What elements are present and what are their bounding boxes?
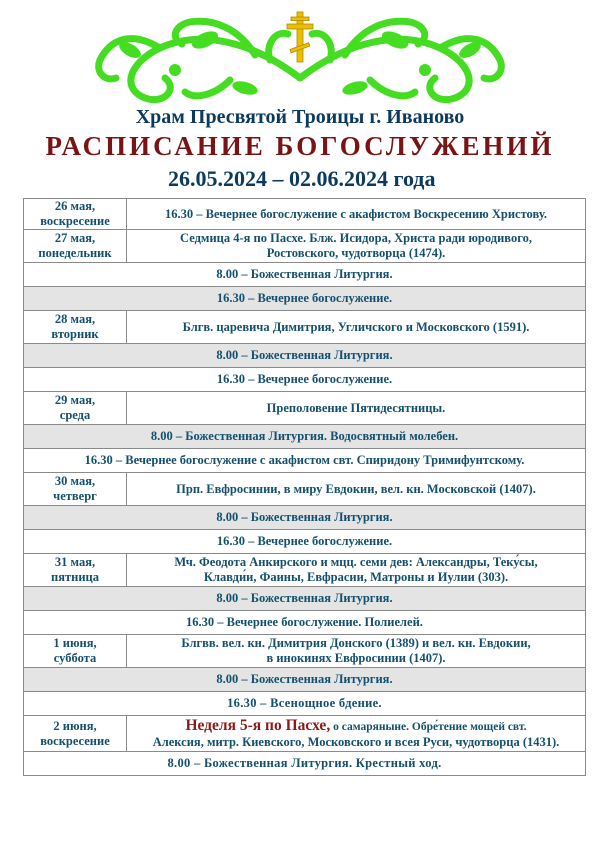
- table-row: [24, 368, 586, 392]
- table-row: [24, 230, 586, 263]
- ornament-header: [0, 0, 600, 112]
- table-row: [24, 392, 586, 425]
- service-cell: Неделя 5-я по Пасхе, о самаряныне. Обре́тение мощей свт. Алексия, митр. Киевского, Московского и всея Руси, чудотворца (1431).: [127, 716, 586, 752]
- service-cell: 16.30 – Вечернее богослужение.: [24, 287, 586, 311]
- service-cell: 8.00 – Божественная Литургия.: [24, 344, 586, 368]
- service-cell: Блгвв. вел. кн. Димитрия Донского (1389) и вел. кн. Евдокии, в инокинях Евфросинии (1407).: [127, 635, 586, 668]
- day-cell: 27 мая, понедельник: [24, 230, 127, 263]
- service-cell: 16.30 – Вечернее богослужение с акафистом свт. Спиридону Тримифунтскому.: [24, 449, 586, 473]
- table-row: [24, 199, 586, 230]
- service-cell: 8.00 – Божественная Литургия.: [24, 506, 586, 530]
- service-cell: Блгв. царевича Димитрия, Угличского и Московского (1591).: [127, 311, 586, 344]
- service-cell: Прп. Евфросинии, в миру Евдокии, вел. кн. Московской (1407).: [127, 473, 586, 506]
- table-row: [24, 587, 586, 611]
- table-row: [24, 611, 586, 635]
- schedule-table: [23, 198, 586, 776]
- day-cell: 29 мая, среда: [24, 392, 127, 425]
- service-cell: Седмица 4-я по Пасхе. Блж. Исидора, Христа ради юродивого, Ростовского, чудотворца (1474).: [127, 230, 586, 263]
- service-cell: Преполовение Пятидесятницы.: [127, 392, 586, 425]
- service-cell: 8.00 – Божественная Литургия.: [24, 263, 586, 287]
- service-cell: 8.00 – Божественная Литургия.: [24, 668, 586, 692]
- table-row: [24, 752, 586, 776]
- service-cell-highlight: 16.30 – Всенощное бдение.: [24, 692, 586, 716]
- table-row: [24, 473, 586, 506]
- page-title: РАСПИСАНИЕ БОГОСЛУЖЕНИЙ: [45, 131, 555, 161]
- table-row: [24, 668, 586, 692]
- table-row: [24, 287, 586, 311]
- date-range: 26.05.2024 – 02.06.2024 года: [168, 166, 436, 191]
- day-cell: 30 мая, четверг: [24, 473, 127, 506]
- day-cell: 28 мая, вторник: [24, 311, 127, 344]
- service-cell-highlight: 8.00 – Божественная Литургия. Крестный ход.: [24, 752, 586, 776]
- service-cell: 16.30 – Вечернее богослужение.: [24, 368, 586, 392]
- table-row: [24, 530, 586, 554]
- table-row: [24, 635, 586, 668]
- table-row: [24, 263, 586, 287]
- table-row: [24, 716, 586, 752]
- service-cell: 16.30 – Вечернее богослужение. Полиелей.: [24, 611, 586, 635]
- table-row: [24, 506, 586, 530]
- table-row: [24, 311, 586, 344]
- church-name: Храм Пресвятой Троицы г. Иваново: [135, 106, 465, 128]
- service-cell: 8.00 – Божественная Литургия.: [24, 587, 586, 611]
- table-row: [24, 692, 586, 716]
- table-row: [24, 425, 586, 449]
- day-cell: 1 июня, суббота: [24, 635, 127, 668]
- cross-icon: [287, 12, 313, 62]
- day-cell: 26 мая, воскресение: [24, 199, 127, 230]
- day-cell: 31 мая, пятница: [24, 554, 127, 587]
- service-cell: 16.30 – Вечернее богослужение с акафистом Воскресению Христову.: [127, 199, 586, 230]
- table-row: [24, 554, 586, 587]
- table-row: [24, 449, 586, 473]
- service-cell: 8.00 – Божественная Литургия. Водосвятный молебен.: [24, 425, 586, 449]
- table-row: [24, 344, 586, 368]
- feast-title: Неделя 5-я по Пасхе,: [185, 716, 331, 734]
- day-cell: 2 июня, воскресение: [24, 716, 127, 752]
- service-cell: Мч. Феодота Анкирского и мцц. семи дев: Александры, Теку́сы, Клавди́и, Фаины, Евфрасии, Матроны и Иулии (303).: [127, 554, 586, 587]
- service-cell: 16.30 – Вечернее богослужение.: [24, 530, 586, 554]
